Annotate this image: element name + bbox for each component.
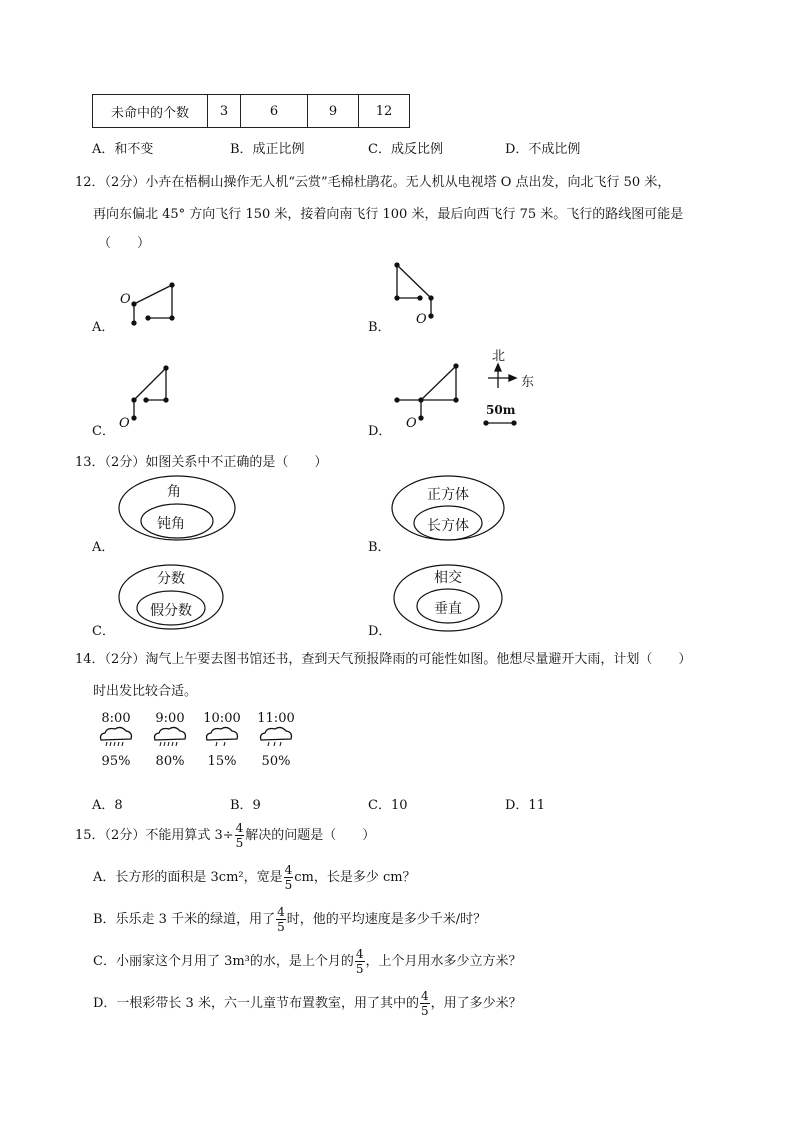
fraction-denominator: 5	[277, 920, 285, 934]
compass-east-label: 东	[521, 375, 535, 390]
fraction-four-fifths	[420, 990, 430, 1017]
weather-item	[146, 711, 194, 769]
q15-option-c[interactable]	[93, 948, 522, 975]
q11-option-c[interactable]: C．成反比例	[368, 142, 443, 157]
q15-option-a-suffix: cm，长是多少 cm？	[294, 870, 416, 885]
q13-stem: 13．（2分）如图关系中不正确的是（ ）	[75, 455, 328, 470]
fraction-numerator: 4	[284, 863, 293, 877]
fraction-denominator: 5	[284, 878, 293, 892]
q12-stem-line1: 12．（2分）小卉在梧桐山操作无人机“云赏”毛棉杜鹃花。无人机从电视塔 O 点出发，向北飞行 50 米，	[75, 175, 671, 190]
weather-time: 10:00	[203, 711, 241, 726]
q12-stem-line2: 再向东偏北 45° 方向飞行 150 米，接着向南飞行 100 米，最后向西飞行 75 米。飞行的路线图可能是	[93, 207, 684, 222]
q15-option-b-suffix: 时，他的平均速度是多少千米/时？	[286, 912, 487, 927]
table-cell: 12	[359, 95, 410, 128]
q15-option-d[interactable]	[93, 990, 522, 1017]
q14-option-c[interactable]: C．10	[368, 798, 408, 813]
q13-option-d[interactable]: D．	[368, 624, 392, 639]
table-cell: 3	[208, 95, 241, 128]
q15-option-a[interactable]	[93, 864, 416, 891]
q14-option-d[interactable]: D．11	[505, 798, 545, 813]
weather-time: 8:00	[101, 711, 131, 726]
fraction-four-fifths	[355, 948, 365, 975]
q15-option-c-prefix: C．小丽家这个月用了 3m³的水，是上个月的	[93, 954, 354, 969]
table-cell: 9	[308, 95, 359, 128]
q14-stem-line2: 时出发比较合适。	[93, 684, 198, 699]
route-a-origin-label: O	[120, 292, 131, 307]
rain-probability: 80%	[155, 754, 185, 769]
q12-stem-line3: （ ）	[98, 236, 151, 251]
fraction-denominator: 5	[355, 962, 364, 976]
q11-option-d[interactable]: D．不成比例	[505, 142, 581, 157]
q13-option-b[interactable]: B．	[368, 540, 391, 555]
scale-label: 50m	[486, 403, 516, 417]
venn-d-outer: 相交	[434, 570, 462, 586]
rain-probability: 95%	[101, 754, 131, 769]
rain-cloud-icon	[97, 726, 135, 748]
fraction-four-fifths	[235, 822, 245, 849]
fraction-four-fifths	[284, 864, 294, 891]
fraction-numerator: 4	[235, 821, 244, 835]
rain-cloud-icon	[257, 726, 295, 748]
q15-stem-suffix: 解决的问题是（ ）	[245, 828, 376, 843]
q15-option-d-suffix: ，用了多少米？	[430, 996, 522, 1011]
weather-item	[198, 711, 246, 769]
weather-time: 9:00	[155, 711, 185, 726]
q15-option-d-prefix: D．一根彩带长 3 米，六一儿童节布置教室，用了其中的	[93, 996, 419, 1011]
q13-option-a[interactable]: A．	[92, 540, 115, 555]
route-b-origin-label: O	[416, 312, 427, 327]
fraction-denominator: 5	[420, 1004, 429, 1018]
q15-stem-prefix: 15．（2分）不能用算式 3÷	[75, 828, 234, 843]
venn-c-inner: 假分数	[150, 603, 192, 619]
q12-option-b[interactable]: B．	[368, 320, 391, 335]
rain-probability: 15%	[207, 754, 237, 769]
q12-option-c[interactable]: C．	[92, 424, 115, 439]
q11-option-a[interactable]: A．和不变	[92, 142, 154, 157]
venn-b-outer: 正方体	[427, 487, 469, 503]
q11-option-b[interactable]: B．成正比例	[230, 142, 305, 157]
q12-option-a[interactable]: A．	[92, 320, 115, 335]
q15-option-c-suffix: ，上个月用水多少立方米？	[365, 954, 522, 969]
fraction-denominator: 5	[235, 836, 244, 850]
q15-option-b-prefix: B．乐乐走 3 千米的绿道，用了	[93, 912, 276, 927]
venn-a-inner: 钝角	[157, 516, 185, 532]
venn-b-inner: 长方体	[427, 518, 469, 534]
fraction-numerator: 4	[420, 989, 429, 1003]
venn-a-outer: 角	[167, 484, 181, 500]
rain-cloud-icon	[151, 726, 189, 748]
route-d-origin-label: O	[406, 416, 417, 431]
q15-stem	[75, 822, 375, 849]
table-cell: 6	[241, 95, 308, 128]
compass-north-label: 北	[492, 349, 506, 364]
fraction-numerator: 4	[277, 905, 285, 919]
q14-option-b[interactable]: B．9	[230, 798, 261, 813]
rain-cloud-icon	[203, 726, 241, 748]
weather-time: 11:00	[257, 711, 295, 726]
q14-stem-line1: 14．（2分）淘气上午要去图书馆还书，查到天气预报降雨的可能性如图。他想尽量避开大雨，计划（ ）	[75, 652, 692, 667]
venn-d-inner: 垂直	[434, 601, 462, 617]
fraction-four-fifths	[276, 906, 286, 933]
q12-option-d[interactable]: D．	[368, 424, 392, 439]
weather-item	[92, 711, 140, 769]
q13-option-c[interactable]: C．	[92, 624, 115, 639]
venn-c-outer: 分数	[157, 571, 185, 587]
weather-item	[252, 711, 300, 769]
table-header-cell: 未命中的个数	[93, 95, 208, 128]
fraction-numerator: 4	[355, 947, 364, 961]
rain-probability: 50%	[261, 754, 291, 769]
route-c-origin-label: O	[119, 416, 130, 431]
q15-option-a-prefix: A．长方形的面积是 3cm²，宽是	[93, 870, 283, 885]
q14-option-a[interactable]: A．8	[92, 798, 123, 813]
q15-option-b[interactable]	[93, 906, 486, 933]
